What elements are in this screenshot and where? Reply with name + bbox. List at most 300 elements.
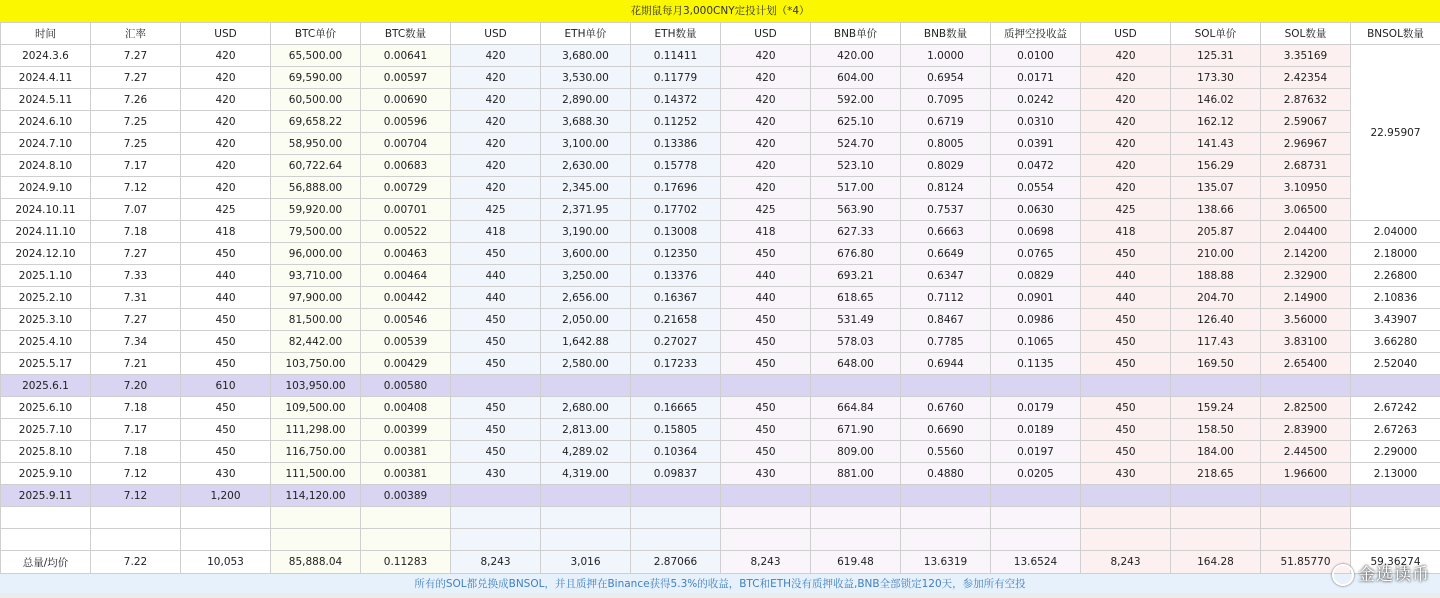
- table-cell[interactable]: 2025.6.10: [1, 397, 91, 419]
- table-cell[interactable]: 188.88: [1171, 265, 1261, 287]
- table-cell[interactable]: 450: [181, 331, 271, 353]
- table-cell[interactable]: 2.13000: [1351, 463, 1440, 485]
- table-cell[interactable]: 3.35169: [1261, 45, 1351, 67]
- table-cell[interactable]: 0.17702: [631, 199, 721, 221]
- table-cell[interactable]: 210.00: [1171, 243, 1261, 265]
- table-cell[interactable]: 420: [181, 45, 271, 67]
- table-cell[interactable]: 69,658.22: [271, 111, 361, 133]
- table-cell[interactable]: 111,298.00: [271, 419, 361, 441]
- table-cell[interactable]: 158.50: [1171, 419, 1261, 441]
- table-cell[interactable]: 420: [721, 133, 811, 155]
- table-cell[interactable]: 2024.10.11: [1, 199, 91, 221]
- table-cell[interactable]: 0.6690: [901, 419, 991, 441]
- table-cell[interactable]: 420: [451, 111, 541, 133]
- total-cell[interactable]: 85,888.04: [271, 551, 361, 574]
- table-cell[interactable]: 3.56000: [1261, 309, 1351, 331]
- table-cell[interactable]: 3,530.00: [541, 67, 631, 89]
- table-cell[interactable]: 0.11252: [631, 111, 721, 133]
- table-cell[interactable]: 0.6944: [901, 353, 991, 375]
- column-header[interactable]: BNSOL数量: [1351, 23, 1440, 45]
- table-cell[interactable]: 0.27027: [631, 331, 721, 353]
- table-cell[interactable]: 2024.12.10: [1, 243, 91, 265]
- table-cell[interactable]: 3,100.00: [541, 133, 631, 155]
- table-cell[interactable]: 7.27: [91, 243, 181, 265]
- table-cell[interactable]: 7.18: [91, 397, 181, 419]
- table-cell[interactable]: 450: [451, 397, 541, 419]
- table-cell[interactable]: 2024.11.10: [1, 221, 91, 243]
- table-cell[interactable]: 2,656.00: [541, 287, 631, 309]
- table-cell[interactable]: 111,500.00: [271, 463, 361, 485]
- table-cell[interactable]: 0.14372: [631, 89, 721, 111]
- column-header[interactable]: ETH单价: [541, 23, 631, 45]
- table-cell[interactable]: 0.0310: [991, 111, 1081, 133]
- table-cell[interactable]: 0.0179: [991, 397, 1081, 419]
- table-cell[interactable]: 0.09837: [631, 463, 721, 485]
- table-cell[interactable]: 0.17233: [631, 353, 721, 375]
- table-cell[interactable]: 0.7112: [901, 287, 991, 309]
- table-cell[interactable]: 450: [1081, 331, 1171, 353]
- table-cell[interactable]: 0.0391: [991, 133, 1081, 155]
- table-cell[interactable]: 450: [1081, 243, 1171, 265]
- table-cell[interactable]: [1, 507, 91, 529]
- table-cell[interactable]: 450: [181, 309, 271, 331]
- table-cell[interactable]: 420: [181, 111, 271, 133]
- table-cell[interactable]: 420: [451, 155, 541, 177]
- table-cell[interactable]: 440: [451, 265, 541, 287]
- table-cell[interactable]: [721, 485, 811, 507]
- table-cell[interactable]: 156.29: [1171, 155, 1261, 177]
- table-cell[interactable]: [541, 529, 631, 551]
- column-header[interactable]: BTC数量: [361, 23, 451, 45]
- table-cell[interactable]: 0.15805: [631, 419, 721, 441]
- table-cell[interactable]: 82,442.00: [271, 331, 361, 353]
- table-cell[interactable]: 418: [721, 221, 811, 243]
- table-cell[interactable]: [901, 507, 991, 529]
- table-cell[interactable]: 2.10836: [1351, 287, 1440, 309]
- table-cell[interactable]: [451, 375, 541, 397]
- table-cell[interactable]: 7.31: [91, 287, 181, 309]
- table-cell[interactable]: 430: [1081, 463, 1171, 485]
- table-cell[interactable]: 0.0100: [991, 45, 1081, 67]
- total-cell[interactable]: 8,243: [721, 551, 811, 574]
- table-cell[interactable]: 1,200: [181, 485, 271, 507]
- table-cell[interactable]: 65,500.00: [271, 45, 361, 67]
- column-header[interactable]: USD: [1081, 23, 1171, 45]
- table-cell[interactable]: 0.0829: [991, 265, 1081, 287]
- table-cell[interactable]: 420: [181, 89, 271, 111]
- table-cell[interactable]: 2025.5.17: [1, 353, 91, 375]
- table-cell[interactable]: 2,680.00: [541, 397, 631, 419]
- table-cell[interactable]: [1, 529, 91, 551]
- table-cell[interactable]: [901, 529, 991, 551]
- table-cell[interactable]: 425: [721, 199, 811, 221]
- table-cell[interactable]: 563.90: [811, 199, 901, 221]
- total-cell[interactable]: 164.28: [1171, 551, 1261, 574]
- table-cell[interactable]: [451, 507, 541, 529]
- table-cell[interactable]: 0.8029: [901, 155, 991, 177]
- table-cell[interactable]: [361, 529, 451, 551]
- table-cell[interactable]: 0.00701: [361, 199, 451, 221]
- table-cell[interactable]: 0.00539: [361, 331, 451, 353]
- total-cell[interactable]: 51.85770: [1261, 551, 1351, 574]
- table-cell[interactable]: 2.18000: [1351, 243, 1440, 265]
- table-cell[interactable]: [271, 507, 361, 529]
- table-cell[interactable]: 2.29000: [1351, 441, 1440, 463]
- table-cell[interactable]: 125.31: [1171, 45, 1261, 67]
- table-cell[interactable]: 59,920.00: [271, 199, 361, 221]
- table-cell[interactable]: 450: [721, 243, 811, 265]
- total-cell[interactable]: 总量/均价: [1, 551, 91, 574]
- table-cell[interactable]: 0.6719: [901, 111, 991, 133]
- table-cell[interactable]: [1261, 485, 1351, 507]
- table-cell[interactable]: [631, 529, 721, 551]
- table-cell[interactable]: 2,630.00: [541, 155, 631, 177]
- table-cell[interactable]: 420: [721, 177, 811, 199]
- table-cell[interactable]: 0.0472: [991, 155, 1081, 177]
- table-cell[interactable]: [181, 529, 271, 551]
- table-cell[interactable]: 0.0171: [991, 67, 1081, 89]
- bnsol-merged-cell[interactable]: 22.95907: [1351, 45, 1440, 221]
- table-cell[interactable]: 3,190.00: [541, 221, 631, 243]
- table-cell[interactable]: 578.03: [811, 331, 901, 353]
- table-cell[interactable]: [541, 375, 631, 397]
- table-cell[interactable]: 7.26: [91, 89, 181, 111]
- table-cell[interactable]: 450: [1081, 441, 1171, 463]
- table-cell[interactable]: 2.83900: [1261, 419, 1351, 441]
- table-cell[interactable]: 450: [721, 441, 811, 463]
- table-cell[interactable]: [1351, 529, 1440, 551]
- table-cell[interactable]: [1171, 529, 1261, 551]
- table-cell[interactable]: 881.00: [811, 463, 901, 485]
- table-cell[interactable]: 420: [451, 45, 541, 67]
- table-cell[interactable]: 450: [1081, 353, 1171, 375]
- table-cell[interactable]: 450: [181, 441, 271, 463]
- table-cell[interactable]: 2.65400: [1261, 353, 1351, 375]
- table-cell[interactable]: 7.34: [91, 331, 181, 353]
- column-header[interactable]: USD: [451, 23, 541, 45]
- table-cell[interactable]: 2025.1.10: [1, 265, 91, 287]
- table-cell[interactable]: 450: [451, 309, 541, 331]
- table-cell[interactable]: 420: [181, 133, 271, 155]
- table-cell[interactable]: 2025.9.10: [1, 463, 91, 485]
- table-cell[interactable]: 2024.4.11: [1, 67, 91, 89]
- table-cell[interactable]: 0.0205: [991, 463, 1081, 485]
- table-cell[interactable]: 440: [181, 287, 271, 309]
- table-cell[interactable]: 2.26800: [1351, 265, 1440, 287]
- table-cell[interactable]: 450: [721, 309, 811, 331]
- table-cell[interactable]: 69,590.00: [271, 67, 361, 89]
- table-cell[interactable]: 2025.2.10: [1, 287, 91, 309]
- table-cell[interactable]: 0.1065: [991, 331, 1081, 353]
- table-cell[interactable]: 0.00463: [361, 243, 451, 265]
- table-cell[interactable]: 7.17: [91, 419, 181, 441]
- column-header[interactable]: BTC单价: [271, 23, 361, 45]
- table-cell[interactable]: 0.16665: [631, 397, 721, 419]
- table-cell[interactable]: 664.84: [811, 397, 901, 419]
- table-cell[interactable]: 450: [181, 397, 271, 419]
- table-cell[interactable]: 117.43: [1171, 331, 1261, 353]
- table-cell[interactable]: [91, 529, 181, 551]
- table-cell[interactable]: 146.02: [1171, 89, 1261, 111]
- table-cell[interactable]: 103,950.00: [271, 375, 361, 397]
- table-cell[interactable]: 2.42354: [1261, 67, 1351, 89]
- total-cell[interactable]: 10,053: [181, 551, 271, 574]
- column-header[interactable]: SOL单价: [1171, 23, 1261, 45]
- table-cell[interactable]: 2.04400: [1261, 221, 1351, 243]
- table-cell[interactable]: [1171, 375, 1261, 397]
- table-cell[interactable]: 79,500.00: [271, 221, 361, 243]
- table-cell[interactable]: 7.25: [91, 133, 181, 155]
- table-cell[interactable]: 450: [451, 419, 541, 441]
- table-cell[interactable]: 0.00389: [361, 485, 451, 507]
- table-cell[interactable]: 2.96967: [1261, 133, 1351, 155]
- table-cell[interactable]: 420: [451, 177, 541, 199]
- table-cell[interactable]: 0.00381: [361, 463, 451, 485]
- table-cell[interactable]: 0.10364: [631, 441, 721, 463]
- table-cell[interactable]: 2.67263: [1351, 419, 1440, 441]
- column-header[interactable]: USD: [721, 23, 811, 45]
- table-cell[interactable]: 184.00: [1171, 441, 1261, 463]
- table-cell[interactable]: 204.70: [1171, 287, 1261, 309]
- table-cell[interactable]: 430: [451, 463, 541, 485]
- table-cell[interactable]: 440: [1081, 287, 1171, 309]
- table-cell[interactable]: 2,050.00: [541, 309, 631, 331]
- table-cell[interactable]: 2024.7.10: [1, 133, 91, 155]
- table-cell[interactable]: [181, 507, 271, 529]
- table-cell[interactable]: 0.00442: [361, 287, 451, 309]
- table-cell[interactable]: [1081, 375, 1171, 397]
- table-cell[interactable]: 0.13386: [631, 133, 721, 155]
- table-cell[interactable]: 517.00: [811, 177, 901, 199]
- table-cell[interactable]: 440: [451, 287, 541, 309]
- table-cell[interactable]: 671.90: [811, 419, 901, 441]
- table-cell[interactable]: 0.00729: [361, 177, 451, 199]
- table-cell[interactable]: 648.00: [811, 353, 901, 375]
- table-cell[interactable]: 0.13008: [631, 221, 721, 243]
- total-cell[interactable]: 0.11283: [361, 551, 451, 574]
- table-cell[interactable]: 0.0698: [991, 221, 1081, 243]
- table-cell[interactable]: 205.87: [1171, 221, 1261, 243]
- table-cell[interactable]: 420: [1081, 45, 1171, 67]
- table-cell[interactable]: 0.00580: [361, 375, 451, 397]
- table-cell[interactable]: 604.00: [811, 67, 901, 89]
- table-cell[interactable]: 2.87632: [1261, 89, 1351, 111]
- table-cell[interactable]: [1351, 507, 1440, 529]
- table-cell[interactable]: 420: [181, 177, 271, 199]
- table-cell[interactable]: 450: [721, 397, 811, 419]
- table-cell[interactable]: [901, 485, 991, 507]
- table-cell[interactable]: [1261, 375, 1351, 397]
- table-cell[interactable]: 7.07: [91, 199, 181, 221]
- table-cell[interactable]: 2025.9.11: [1, 485, 91, 507]
- table-cell[interactable]: 420.00: [811, 45, 901, 67]
- total-cell[interactable]: 59.36274: [1351, 551, 1440, 574]
- table-cell[interactable]: 2025.8.10: [1, 441, 91, 463]
- table-cell[interactable]: 0.00597: [361, 67, 451, 89]
- table-cell[interactable]: [1351, 485, 1440, 507]
- total-cell[interactable]: 7.22: [91, 551, 181, 574]
- table-cell[interactable]: 425: [181, 199, 271, 221]
- table-cell[interactable]: 418: [1081, 221, 1171, 243]
- table-cell[interactable]: 450: [1081, 419, 1171, 441]
- table-cell[interactable]: 0.21658: [631, 309, 721, 331]
- table-cell[interactable]: [721, 507, 811, 529]
- table-cell[interactable]: 3,250.00: [541, 265, 631, 287]
- table-cell[interactable]: 0.6954: [901, 67, 991, 89]
- table-cell[interactable]: 7.12: [91, 463, 181, 485]
- table-cell[interactable]: [991, 529, 1081, 551]
- table-cell[interactable]: 420: [1081, 89, 1171, 111]
- table-cell[interactable]: 420: [451, 67, 541, 89]
- table-cell[interactable]: [451, 485, 541, 507]
- table-cell[interactable]: 7.17: [91, 155, 181, 177]
- table-cell[interactable]: [1081, 485, 1171, 507]
- table-cell[interactable]: 3.10950: [1261, 177, 1351, 199]
- table-cell[interactable]: 0.0901: [991, 287, 1081, 309]
- table-cell[interactable]: 0.00464: [361, 265, 451, 287]
- table-cell[interactable]: 173.30: [1171, 67, 1261, 89]
- table-cell[interactable]: 592.00: [811, 89, 901, 111]
- table-cell[interactable]: 418: [181, 221, 271, 243]
- table-cell[interactable]: [811, 375, 901, 397]
- table-cell[interactable]: 440: [721, 265, 811, 287]
- table-cell[interactable]: [1081, 507, 1171, 529]
- table-cell[interactable]: 2,345.00: [541, 177, 631, 199]
- table-cell[interactable]: [901, 375, 991, 397]
- table-cell[interactable]: 0.00704: [361, 133, 451, 155]
- table-cell[interactable]: [1081, 529, 1171, 551]
- table-cell[interactable]: 7.12: [91, 177, 181, 199]
- table-cell[interactable]: 7.25: [91, 111, 181, 133]
- table-cell[interactable]: 0.8467: [901, 309, 991, 331]
- column-header[interactable]: 质押空投收益: [991, 23, 1081, 45]
- table-cell[interactable]: 0.00683: [361, 155, 451, 177]
- table-cell[interactable]: [1261, 529, 1351, 551]
- table-cell[interactable]: 0.00408: [361, 397, 451, 419]
- table-cell[interactable]: [631, 485, 721, 507]
- total-cell[interactable]: 8,243: [451, 551, 541, 574]
- table-cell[interactable]: 0.6663: [901, 221, 991, 243]
- table-cell[interactable]: 0.00399: [361, 419, 451, 441]
- table-cell[interactable]: 162.12: [1171, 111, 1261, 133]
- table-cell[interactable]: 0.00690: [361, 89, 451, 111]
- table-cell[interactable]: 7.18: [91, 441, 181, 463]
- column-header[interactable]: 汇率: [91, 23, 181, 45]
- table-cell[interactable]: 218.65: [1171, 463, 1261, 485]
- table-cell[interactable]: 2,813.00: [541, 419, 631, 441]
- table-cell[interactable]: 2.04000: [1351, 221, 1440, 243]
- table-cell[interactable]: 3.83100: [1261, 331, 1351, 353]
- table-cell[interactable]: 2.44500: [1261, 441, 1351, 463]
- table-cell[interactable]: 56,888.00: [271, 177, 361, 199]
- table-cell[interactable]: 0.7095: [901, 89, 991, 111]
- table-cell[interactable]: 450: [451, 441, 541, 463]
- total-cell[interactable]: 619.48: [811, 551, 901, 574]
- table-cell[interactable]: 0.17696: [631, 177, 721, 199]
- table-cell[interactable]: 0.00596: [361, 111, 451, 133]
- table-cell[interactable]: 2025.6.1: [1, 375, 91, 397]
- table-cell[interactable]: 7.18: [91, 221, 181, 243]
- table-cell[interactable]: 0.0630: [991, 199, 1081, 221]
- table-cell[interactable]: [991, 485, 1081, 507]
- table-cell[interactable]: [451, 529, 541, 551]
- table-cell[interactable]: 1.0000: [901, 45, 991, 67]
- table-cell[interactable]: 0.6347: [901, 265, 991, 287]
- table-cell[interactable]: 1.96600: [1261, 463, 1351, 485]
- column-header[interactable]: 时间: [1, 23, 91, 45]
- table-cell[interactable]: 0.00641: [361, 45, 451, 67]
- table-cell[interactable]: 0.8124: [901, 177, 991, 199]
- table-cell[interactable]: 2.14200: [1261, 243, 1351, 265]
- table-cell[interactable]: [811, 485, 901, 507]
- table-cell[interactable]: 2025.7.10: [1, 419, 91, 441]
- table-cell[interactable]: 7.27: [91, 67, 181, 89]
- table-cell[interactable]: 0.0242: [991, 89, 1081, 111]
- table-cell[interactable]: 0.1135: [991, 353, 1081, 375]
- table-cell[interactable]: 0.11411: [631, 45, 721, 67]
- table-cell[interactable]: 60,500.00: [271, 89, 361, 111]
- column-header[interactable]: BNB单价: [811, 23, 901, 45]
- table-cell[interactable]: 2024.5.11: [1, 89, 91, 111]
- table-cell[interactable]: 531.49: [811, 309, 901, 331]
- table-cell[interactable]: 7.33: [91, 265, 181, 287]
- table-cell[interactable]: 2.82500: [1261, 397, 1351, 419]
- table-cell[interactable]: 2.59067: [1261, 111, 1351, 133]
- table-cell[interactable]: 420: [721, 89, 811, 111]
- table-cell[interactable]: 0.0765: [991, 243, 1081, 265]
- table-cell[interactable]: 430: [721, 463, 811, 485]
- table-cell[interactable]: 450: [721, 353, 811, 375]
- table-cell[interactable]: [721, 529, 811, 551]
- table-cell[interactable]: 2.32900: [1261, 265, 1351, 287]
- table-cell[interactable]: 450: [181, 243, 271, 265]
- table-cell[interactable]: 450: [451, 243, 541, 265]
- table-cell[interactable]: 450: [451, 331, 541, 353]
- total-cell[interactable]: 3,016: [541, 551, 631, 574]
- table-cell[interactable]: 0.7785: [901, 331, 991, 353]
- table-cell[interactable]: 420: [1081, 133, 1171, 155]
- table-cell[interactable]: 2024.9.10: [1, 177, 91, 199]
- table-cell[interactable]: [991, 507, 1081, 529]
- table-cell[interactable]: 2.68731: [1261, 155, 1351, 177]
- table-cell[interactable]: 2025.4.10: [1, 331, 91, 353]
- table-cell[interactable]: 425: [451, 199, 541, 221]
- table-cell[interactable]: 420: [181, 155, 271, 177]
- table-cell[interactable]: 0.00429: [361, 353, 451, 375]
- total-cell[interactable]: 13.6524: [991, 551, 1081, 574]
- table-cell[interactable]: [1171, 507, 1261, 529]
- table-cell[interactable]: 81,500.00: [271, 309, 361, 331]
- table-cell[interactable]: 2.52040: [1351, 353, 1440, 375]
- table-cell[interactable]: 610: [181, 375, 271, 397]
- table-cell[interactable]: 4,289.02: [541, 441, 631, 463]
- table-cell[interactable]: 420: [721, 45, 811, 67]
- table-cell[interactable]: 97,900.00: [271, 287, 361, 309]
- table-cell[interactable]: 450: [721, 419, 811, 441]
- table-cell[interactable]: 93,710.00: [271, 265, 361, 287]
- table-cell[interactable]: 7.20: [91, 375, 181, 397]
- table-cell[interactable]: 3,600.00: [541, 243, 631, 265]
- table-cell[interactable]: 693.21: [811, 265, 901, 287]
- table-cell[interactable]: 450: [181, 353, 271, 375]
- table-cell[interactable]: 159.24: [1171, 397, 1261, 419]
- table-cell[interactable]: [811, 529, 901, 551]
- table-cell[interactable]: [991, 375, 1081, 397]
- table-cell[interactable]: 3.66280: [1351, 331, 1440, 353]
- table-cell[interactable]: 440: [721, 287, 811, 309]
- table-cell[interactable]: 0.6760: [901, 397, 991, 419]
- table-cell[interactable]: 430: [181, 463, 271, 485]
